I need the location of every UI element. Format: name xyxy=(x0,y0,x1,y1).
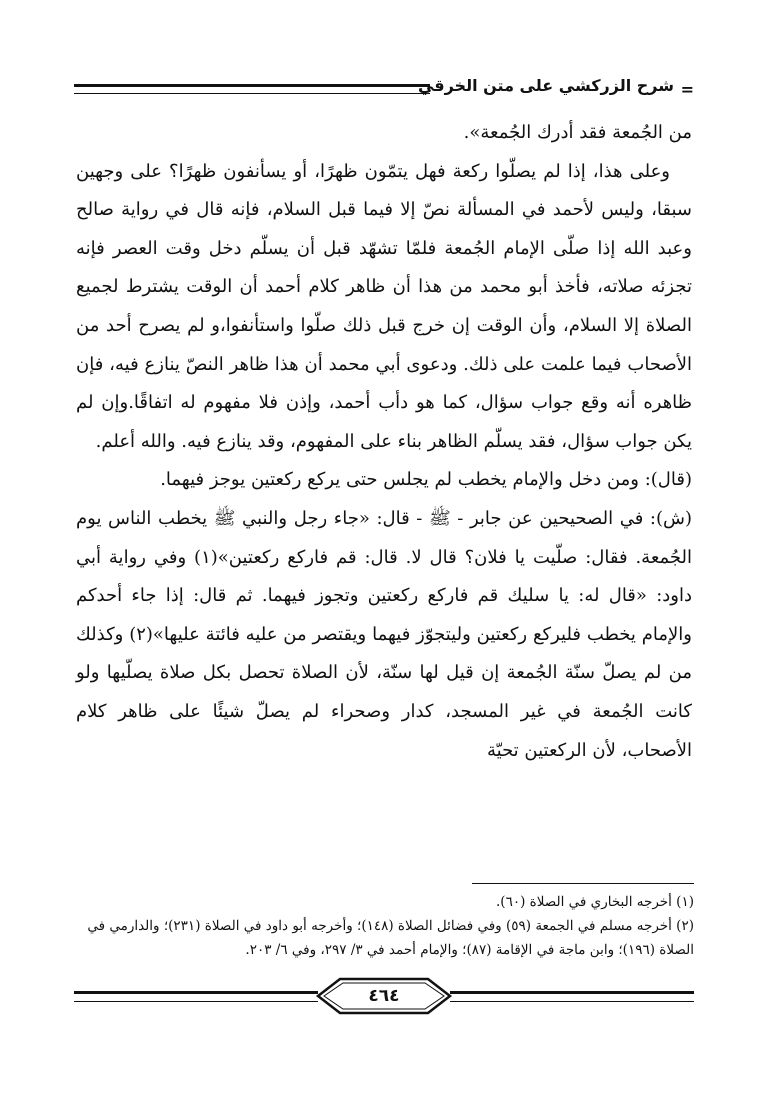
paragraph-continuation: من الجُمعة فقد أدرك الجُمعة». xyxy=(463,122,692,143)
running-header xyxy=(74,70,694,104)
header-marker: = xyxy=(680,80,694,99)
paragraph-sharh: (ش): في الصحيحين عن جابر - ﷺ - قال: «جاء رجل والنبي ﷺ يخطب الناس يوم الجُمعة. فقال: صلّيت يا فلان؟ قال لا. قال: قم فاركع ركعتين»(١) وفي رواية أبي داود: «قال له: يا سليك قم فاركع ركعتين وتجوز فيهما. ثم قال: إذا جاء أحدكم والإمام يخطب فليركع ركعتين وليتجوّز فيهما ويقتصر من عليه فائتة عليها»(٢) وكذلك من لم يصلّ سنّة الجُمعة إن قيل لها سنّة، لأن الصلاة تحصل بكل صلاة يصلّيها ولو كانت الجُمعة في غير المسجد، كدار وصحراء لم يصلّ شيئًا على ظاهر كلام الأصحاب، لأن الركعتين تحيّة xyxy=(76,507,693,761)
paragraph-matn: (قال): ومن دخل والإمام يخطب لم يجلس حتى يركع ركعتين يوجز فيهما. xyxy=(160,469,692,491)
footnote-2: (٢) أخرجه مسلم في الجمعة (٥٩) وفي فضائل الصلاة (١٤٨)؛ وأخرجه أبو داود في الصلاة (٢٣١)؛ والدارمي في الصلاة (١٩٦)؛ وابن ماجة في الإقامة (٨٧)؛ والإمام أحمد في ٣/ ٢٩٧، وفي ٦/ ٢٠٣. xyxy=(87,918,694,958)
main-text xyxy=(76,114,692,770)
page-footer xyxy=(74,970,694,1026)
page-number: ٤٦٤ xyxy=(368,986,400,1006)
footnotes xyxy=(76,890,694,962)
footnote-1: (١) أخرجه البخاري في الصلاة (٦٠). xyxy=(496,894,694,910)
footnote-separator xyxy=(472,883,694,884)
header-title: شرح الزركشي على متن الخرقي xyxy=(417,76,674,95)
header-rule xyxy=(74,84,430,94)
footer-rule-right xyxy=(450,991,694,1002)
footer-rule-left xyxy=(74,991,318,1002)
paragraph-commentary: وعلى هذا، إذا لم يصلّوا ركعة فهل يتمّون ظهرًا، أو يسأنفون ظهرًا؟ على وجهين سبقا، وليس لأحمد في المسألة نصّ إلا فيما قبل السلام، فإنه قال في رواية صالح وعبد الله إذا صلّى الإمام الجُمعة فلمّا تشهّد قبل أن يسلّم دخل وقت العصر فإنه تجزئه صلاته، فأخذ أبو محمد من هذا أن ظاهر كلام أحمد أن الوقت يشترط لجميع الصلاة إلا السلام، وأن الوقت إن خرج قبل ذلك صلّوا واستأنفوا،و لم يصرح أحد من الأصحاب فيما علمت على ذلك. ودعوى أبي محمد أن هذا ظاهر النصّ ينازع فيه، فإن ظاهره أنه وقع جواب سؤال، كما هو دأب أحمد، وإذن فلا مفهوم له اتفاقًا.وإن لم يكن جواب سؤال، فقد يسلّم الظاهر بناء على المفهوم، وقد ينازع فيه. والله أعلم. xyxy=(76,160,692,452)
